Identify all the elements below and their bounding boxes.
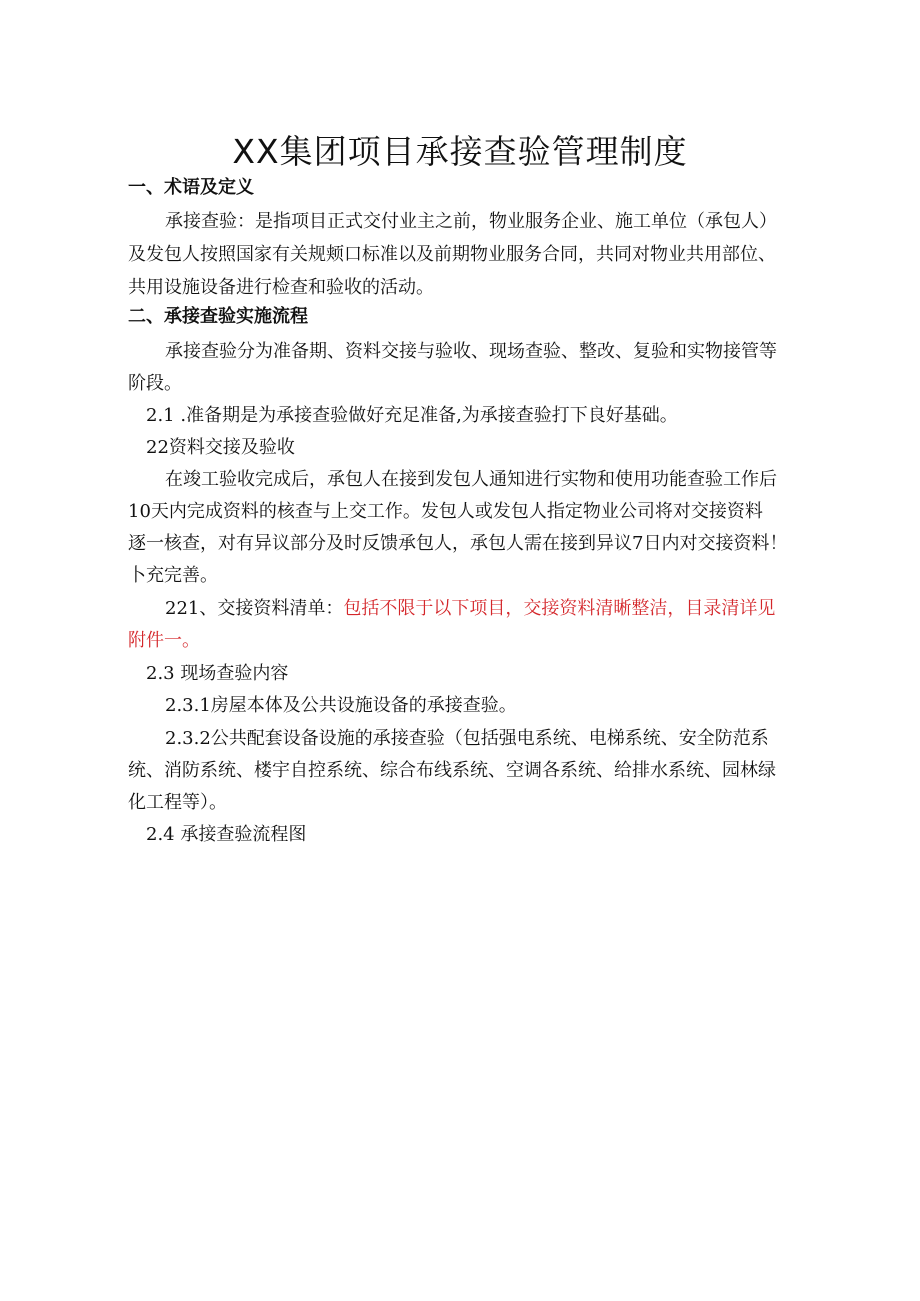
section-2-2-1-highlight: 包括不限于以下项目，交接资料清晰整洁，目录清详见	[343, 598, 776, 619]
process-line-1: 承接查验分为准备期、资料交接与验收、现场查验、整改、复验和实物接管等	[165, 341, 777, 362]
handover-line-1: 在竣工验收完成后，承包人在接到发包人通知进行实物和使用功能查验工作后	[165, 469, 777, 490]
definition-line-3: 共用设施设备进行检查和验收的活动。	[128, 277, 434, 298]
section-2-heading: 二、承接查验实施流程	[128, 306, 308, 327]
definition-line-1: 承接查验：是指项目正式交付业主之前，物业服务企业、施工单位（承包人）	[165, 211, 777, 232]
section-2-2-1	[165, 597, 775, 621]
section-1-heading: 一、术语及定义	[128, 177, 254, 198]
section-2-3-2-line-3: 化工程等）。	[128, 792, 227, 813]
section-2-3-2-line-1: 2.3.2公共配套设备设施的承接查验（包括强电系统、电梯系统、安全防范系	[165, 728, 769, 749]
section-2-3-1: 2.3.1房屋本体及公共设施设备的承接查验。	[165, 695, 517, 716]
process-line-2: 阶段。	[128, 373, 182, 394]
handover-line-2: 10天内完成资料的核查与上交工作。发包人或发包人指定物业公司将对交接资料	[128, 501, 763, 522]
section-2-2-1-highlight-line-2: 附件一。	[128, 630, 200, 651]
section-2-4-heading: 2.4 承接查验流程图	[146, 824, 307, 845]
section-2-2-heading: 22资料交接及验收	[146, 437, 295, 458]
handover-line-3: 逐一核查，对有异议部分及时反馈承包人，承包人需在接到异议7日内对交接资料！	[128, 533, 788, 554]
section-2-3-heading: 2.3 现场查验内容	[146, 663, 289, 684]
definition-line-2: 及发包人按照国家有关规颊口标准以及前期物业服务合同，共同对物业共用部位、	[128, 244, 776, 265]
section-2-3-2-line-2: 统、消防系统、楼宇自控系统、综合布线系统、空调各系统、给排水系统、园林绿	[128, 760, 776, 781]
document-title: XX集团项目承接查验管理制度	[232, 132, 688, 171]
section-2-1: 2.1 .准备期是为承接查验做好充足准备,为承接查验打下良好基础。	[146, 405, 678, 426]
handover-line-4: 卜充完善。	[128, 565, 218, 586]
section-2-2-1-prefix: 221、交接资料清单：	[165, 598, 344, 619]
